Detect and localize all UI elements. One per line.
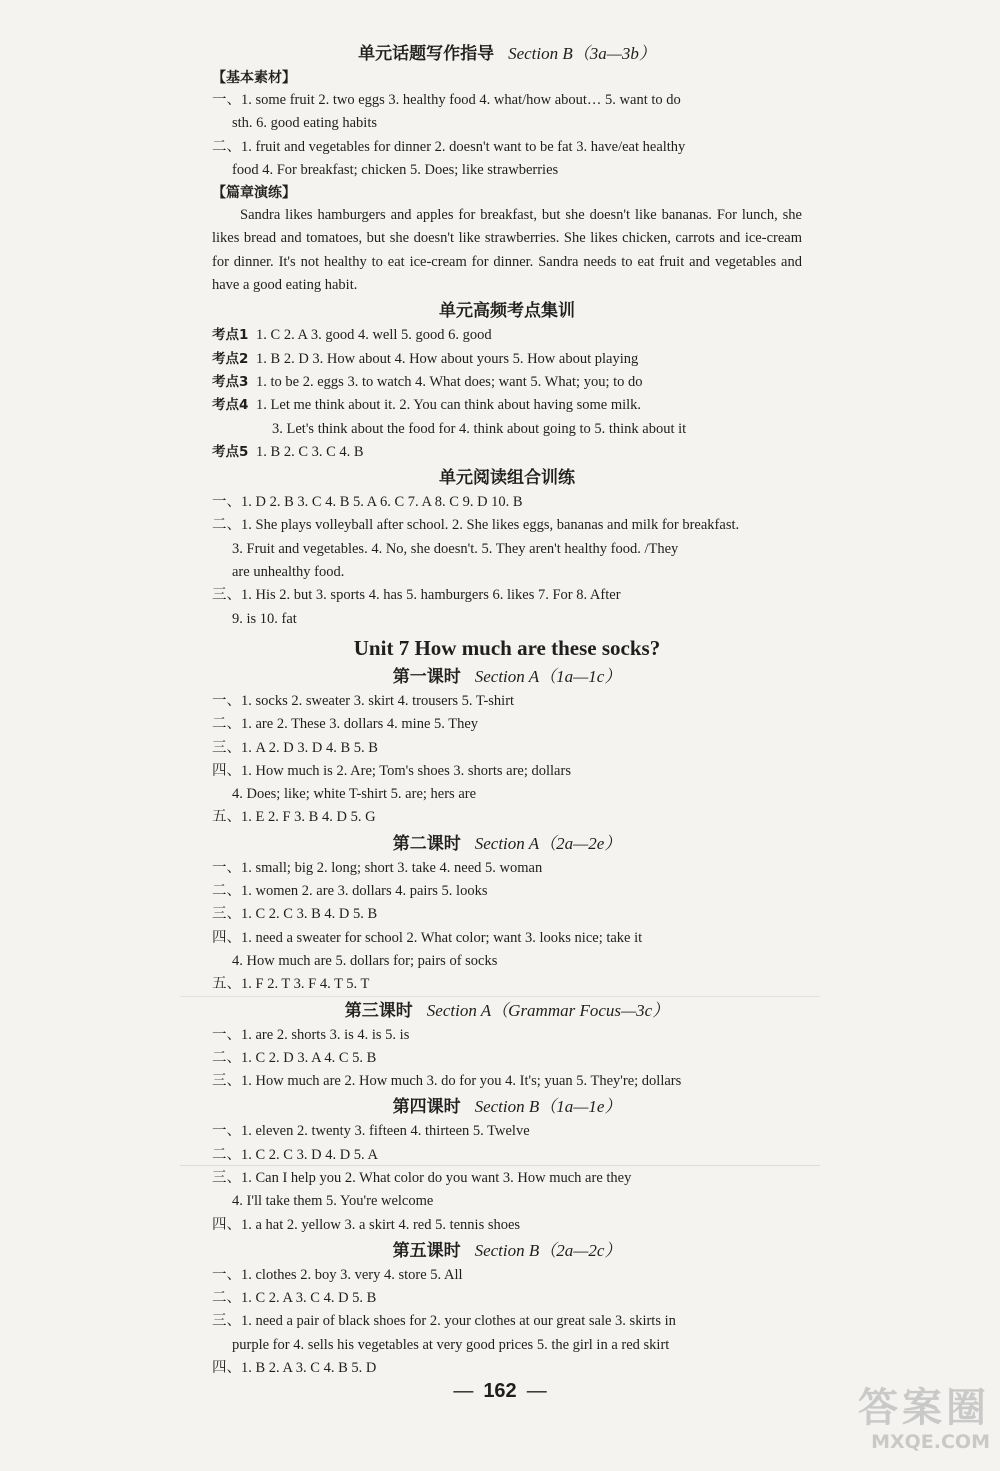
- lesson-heading: 第二课时 Section A（2a—2e）: [392, 833, 622, 854]
- section-heading: 单元话题写作指导 Section B（3a—3b）: [358, 44, 656, 64]
- answer-line: 3. Let's think about the food for 4. think about going to 5. think about it: [272, 420, 687, 437]
- answer-line: 4. I'll take them 5. You're welcome: [232, 1193, 434, 1210]
- answer-line: 二、1. She plays volleyball after school. 2. She likes eggs, bananas and milk for breakfast.: [212, 517, 740, 534]
- answer-line: purple for 4. sells his vegetables at very good prices 5. the girl in a red skirt: [232, 1336, 670, 1353]
- answer-line: sth. 6. good eating habits: [232, 115, 377, 132]
- answer-line: 一、1. eleven 2. twenty 3. fifteen 4. thirteen 5. Twelve: [212, 1123, 530, 1140]
- answer-line: 9. is 10. fat: [232, 610, 297, 627]
- answer-line: 考点2 1. B 2. D 3. How about 4. How about yours 5. How about playing: [212, 350, 639, 367]
- sample-essay: Sandra likes hamburgers and apples for breakfast, but she doesn't like bananas. For lunch, she likes bread and tomatoes, but she doesn't like strawberries. She likes chicken, carrots and ice-cream for dinner. It's not healthy to eat ice-cream for dinner. Sandra needs to eat fruit and vegetables and have a good eating habit.: [212, 207, 802, 294]
- answer-line: 一、1. small; big 2. long; short 3. take 4. need 5. woman: [212, 859, 543, 876]
- answer-line: 四、1. need a sweater for school 2. What color; want 3. looks nice; take it: [212, 929, 643, 946]
- answer-line: 五、1. F 2. T 3. F 4. T 5. T: [212, 976, 370, 993]
- answer-line: food 4. For breakfast; chicken 5. Does; like strawberries: [232, 161, 559, 178]
- answer-line: 二、1. C 2. D 3. A 4. C 5. B: [212, 1049, 377, 1066]
- section-heading: 单元阅读组合训练: [439, 468, 575, 489]
- section-heading: 单元高频考点集训: [439, 301, 575, 322]
- answer-line: 考点5 1. B 2. C 3. C 4. B: [212, 443, 364, 460]
- answer-line: 考点1 1. C 2. A 3. good 4. well 5. good 6. good: [212, 327, 492, 344]
- page-number: — 162 —: [453, 1380, 547, 1402]
- answer-line: 一、1. some fruit 2. two eggs 3. healthy food 4. what/how about… 5. want to do: [212, 92, 681, 108]
- answer-line: 四、1. B 2. A 3. C 4. B 5. D: [212, 1360, 377, 1377]
- answer-line: 4. How much are 5. dollars for; pairs of socks: [232, 952, 498, 969]
- answer-line: 3. Fruit and vegetables. 4. No, she doesn't. 5. They aren't healthy food. /They: [232, 540, 679, 557]
- practice-tag: 【篇章演练】: [212, 185, 296, 202]
- answer-line: 二、1. C 2. A 3. C 4. D 5. B: [212, 1290, 377, 1307]
- watermark-logo: 答案圈 MXQE.COM: [858, 1385, 990, 1453]
- lesson-heading: 第四课时 Section B（1a—1e）: [392, 1097, 622, 1118]
- answer-line: 三、1. How much are 2. How much 3. do for you 4. It's; yuan 5. They're; dollars: [212, 1073, 682, 1090]
- unit-title: Unit 7 How much are these socks?: [353, 635, 661, 660]
- answer-page: [212, 40, 802, 1380]
- basic-material-tag: 【基本素材】: [212, 70, 296, 86]
- lesson-heading: 第一课时 Section A（1a—1c）: [392, 666, 622, 687]
- answer-line: 三、1. Can I help you 2. What color do you want 3. How much are they: [212, 1169, 632, 1186]
- answer-line: 一、1. socks 2. sweater 3. skirt 4. trousers 5. T-shirt: [212, 692, 515, 709]
- answer-line: 考点4 1. Let me think about it. 2. You can think about having some milk.: [212, 397, 642, 414]
- answer-line: 五、1. E 2. F 3. B 4. D 5. G: [212, 809, 376, 826]
- answer-line: 四、1. How much is 2. Are; Tom's shoes 3. shorts are; dollars: [212, 762, 571, 779]
- answer-line: 二、1. C 2. C 3. D 4. D 5. A: [212, 1146, 378, 1163]
- answer-line: 一、1. are 2. shorts 3. is 4. is 5. is: [212, 1026, 410, 1043]
- answer-line: 一、1. clothes 2. boy 3. very 4. store 5. All: [212, 1266, 463, 1283]
- answer-line: 四、1. a hat 2. yellow 3. a skirt 4. red 5. tennis shoes: [212, 1216, 521, 1233]
- answer-line: 三、1. His 2. but 3. sports 4. has 5. hamburgers 6. likes 7. For 8. After: [212, 587, 621, 604]
- answer-line: 一、1. D 2. B 3. C 4. B 5. A 6. C 7. A 8. C 9. D 10. B: [212, 494, 523, 511]
- answer-line: 三、1. need a pair of black shoes for 2. your clothes at our great sale 3. skirts in: [212, 1313, 676, 1330]
- answer-line: 三、1. A 2. D 3. D 4. B 5. B: [212, 739, 378, 756]
- answer-line: 二、1. are 2. These 3. dollars 4. mine 5. They: [212, 716, 479, 733]
- answer-line: 三、1. C 2. C 3. B 4. D 5. B: [212, 906, 378, 923]
- answer-line: 4. Does; like; white T-shirt 5. are; hers are: [232, 786, 477, 803]
- lesson-heading: 第三课时 Section A（Grammar Focus—3c）: [344, 1000, 670, 1021]
- answer-line: 考点3 1. to be 2. eggs 3. to watch 4. What does; want 5. What; you; to do: [212, 373, 643, 390]
- lesson-heading: 第五课时 Section B（2a—2c）: [392, 1240, 622, 1261]
- answer-line: are unhealthy food.: [232, 564, 345, 581]
- answer-line: 二、1. fruit and vegetables for dinner 2. doesn't want to be fat 3. have/eat healthy: [212, 138, 686, 155]
- answer-line: 二、1. women 2. are 3. dollars 4. pairs 5. looks: [212, 883, 488, 900]
